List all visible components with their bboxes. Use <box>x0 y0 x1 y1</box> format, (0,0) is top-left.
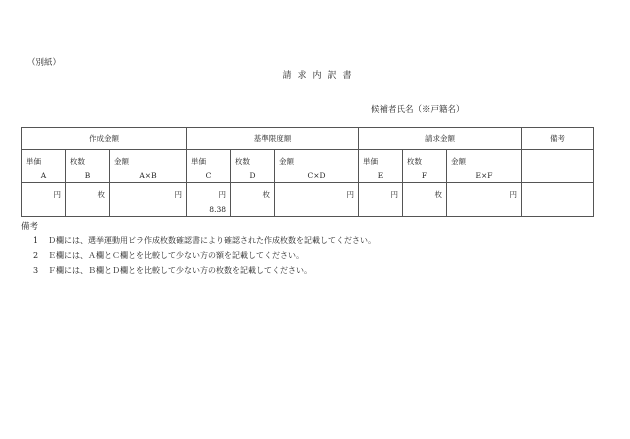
cell-remarks[interactable] <box>522 183 594 217</box>
cell-e[interactable]: 円 <box>359 183 403 217</box>
column-header-axb: 金額 A×B <box>110 150 187 183</box>
note-item: 3 Ｆ欄には、Ｂ欄とＤ欄とを比較して少ない方の枚数を記載してください。 <box>33 266 312 275</box>
note-item: 1 Ｄ欄には、選挙運動用ビラ作成枚数確認書により確認された作成枚数を記載してください。 <box>33 236 376 245</box>
cell-b[interactable]: 枚 <box>66 183 110 217</box>
column-header-e: 単価 E <box>359 150 403 183</box>
column-header-remarks-blank <box>522 150 594 183</box>
cell-a[interactable]: 円 <box>22 183 66 217</box>
table-row <box>22 183 594 217</box>
candidate-name-label: 候補者氏名（※戸籍名） <box>371 105 465 115</box>
column-header-a: 単価 A <box>22 150 66 183</box>
group-header-claim-amount: 請求金額 <box>359 128 522 150</box>
column-header-cxd: 金額 C×D <box>275 150 359 183</box>
cell-axb[interactable]: 円 <box>110 183 187 217</box>
group-header-standard-limit: 基準限度額 <box>187 128 359 150</box>
document-title: 請求内訳書 <box>282 71 358 81</box>
claim-breakdown-table <box>21 127 594 217</box>
cell-f[interactable]: 枚 <box>403 183 447 217</box>
column-header-row <box>22 150 594 183</box>
column-header-c: 単価 C <box>187 150 231 183</box>
notes-title: 備考 <box>21 222 39 232</box>
column-header-f: 枚数 F <box>403 150 447 183</box>
attachment-label: （別紙） <box>27 58 62 68</box>
cell-exf[interactable]: 円 <box>447 183 522 217</box>
cell-cxd[interactable]: 円 <box>275 183 359 217</box>
note-item: 2 Ｅ欄には、Ａ欄とＣ欄とを比較して少ない方の額を記載してください。 <box>33 251 304 260</box>
column-header-b: 枚数 B <box>66 150 110 183</box>
group-header-row <box>22 128 594 150</box>
cell-c[interactable]: 円 8.38 <box>187 183 231 217</box>
column-header-exf: 金額 E×F <box>447 150 522 183</box>
cell-d[interactable]: 枚 <box>231 183 275 217</box>
group-header-production-amount: 作成金額 <box>22 128 187 150</box>
column-header-d: 枚数 D <box>231 150 275 183</box>
group-header-remarks: 備考 <box>522 128 594 150</box>
